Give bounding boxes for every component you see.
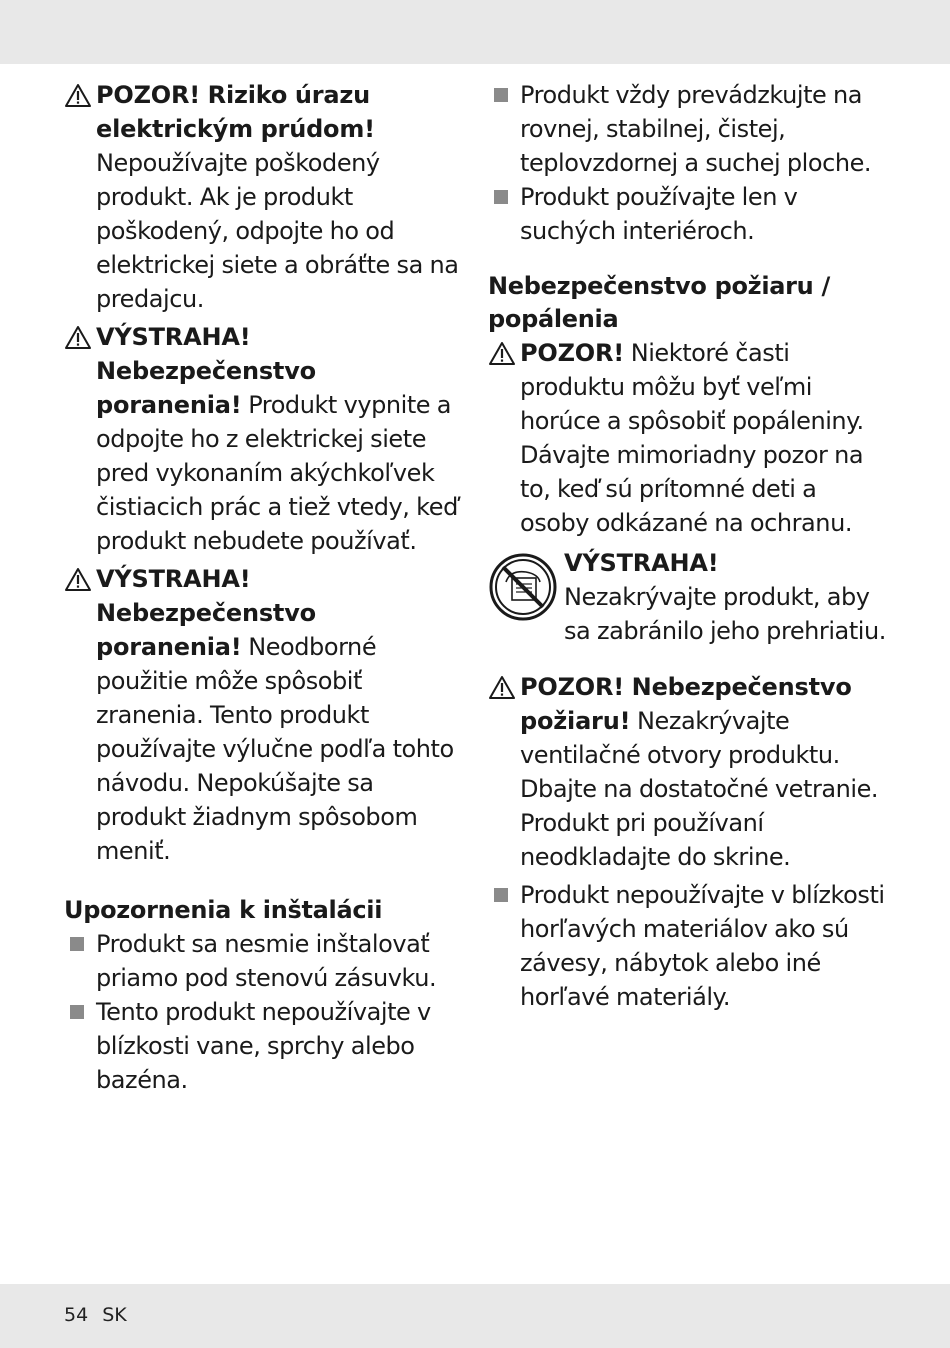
warning-injury-misuse: [64, 562, 464, 868]
square-bullet-icon: [494, 88, 508, 102]
list-item-text: Produkt vždy prevádzkujte na rovnej, stabilnej, čistej, teplovzdornej a suchej ploche.: [520, 81, 872, 177]
language-code: SK: [102, 1304, 127, 1326]
square-bullet-icon: [70, 1005, 84, 1019]
list-item: [64, 927, 464, 995]
warning-fire-ventilation: [488, 670, 888, 874]
warning-title: VÝSTRAHA! Nebezpečenstvo poranenia!: [96, 565, 316, 661]
warning-triangle-icon: [64, 83, 92, 108]
warning-title: POZOR!: [520, 339, 625, 367]
left-column: [64, 78, 464, 1097]
warning-title: POZOR! Riziko úrazu elektrickým prúdom!: [96, 81, 375, 143]
warning-triangle-icon: [488, 341, 516, 366]
warning-hot-parts: [488, 336, 888, 540]
warning-title: VÝSTRAHA!: [564, 549, 719, 577]
warning-text: Nezakrývajte ventilačné otvory produktu. Dbajte na dostatočné vetranie. Produkt pri používaní neodkladajte do skrine.: [520, 707, 879, 871]
warning-text: Nezakrývajte produkt, aby sa zabránilo jeho prehriatiu.: [564, 583, 886, 645]
warning-triangle-icon: [64, 567, 92, 592]
list-item-text: Produkt sa nesmie inštalovať priamo pod stenovú zásuvku.: [96, 930, 437, 992]
warning-text: Produkt vypnite a odpojte ho z elektrickej siete pred vykonaním akýchkoľvek čistiacich prác a tiež vtedy, keď produkt nebudete používať.: [96, 391, 458, 555]
list-item-text: Tento produkt nepoužívajte v blízkosti vane, sprchy alebo bazéna.: [96, 998, 431, 1094]
right-column: [488, 78, 888, 1014]
list-item: [64, 995, 464, 1097]
list-item: [488, 878, 888, 1014]
header-band: [0, 0, 950, 64]
square-bullet-icon: [494, 888, 508, 902]
footer-band: [0, 1284, 950, 1348]
square-bullet-icon: [70, 937, 84, 951]
warning-text: Niektoré časti produktu môžu byť veľmi horúce a spôsobiť popáleniny. Dávajte mimoriadny pozor na to, keď sú prítomné deti a osoby odkázané na ochranu.: [520, 339, 864, 537]
warning-title: VÝSTRAHA! Nebezpečenstvo poranenia!: [96, 323, 316, 419]
warning-triangle-icon: [488, 675, 516, 700]
warning-text: Nepoužívajte poškodený produkt. Ak je produkt poškodený, odpojte ho od elektrickej siete a obráťte sa na predajcu.: [96, 149, 459, 313]
list-item-text: Produkt nepoužívajte v blízkosti horľavých materiálov ako sú závesy, nábytok alebo iné horľavé materiály.: [520, 881, 885, 1011]
square-bullet-icon: [494, 190, 508, 204]
warning-title: POZOR! Nebezpečenstvo požiaru!: [520, 673, 852, 735]
warning-electric-shock: [64, 78, 464, 316]
warning-text: Neodborné použitie môže spôsobiť zranenia. Tento produkt používajte výlučne podľa tohto návodu. Nepokúšajte sa produkt žiadnym spôsobom meniť.: [96, 633, 454, 865]
list-item: [488, 78, 888, 180]
warning-do-not-cover: [488, 546, 888, 648]
warning-injury-cleaning: [64, 320, 464, 558]
warning-triangle-icon: [64, 325, 92, 350]
section-heading-installation: Upozornenia k inštalácii: [64, 896, 383, 924]
page-label: [64, 1304, 141, 1326]
do-not-cover-icon: [488, 552, 558, 622]
list-item: [488, 180, 888, 248]
section-heading-fire: Nebezpečenstvo požiaru / popálenia: [488, 272, 830, 333]
list-item-text: Produkt používajte len v suchých interiéroch.: [520, 183, 798, 245]
page-number: 54: [64, 1304, 89, 1326]
